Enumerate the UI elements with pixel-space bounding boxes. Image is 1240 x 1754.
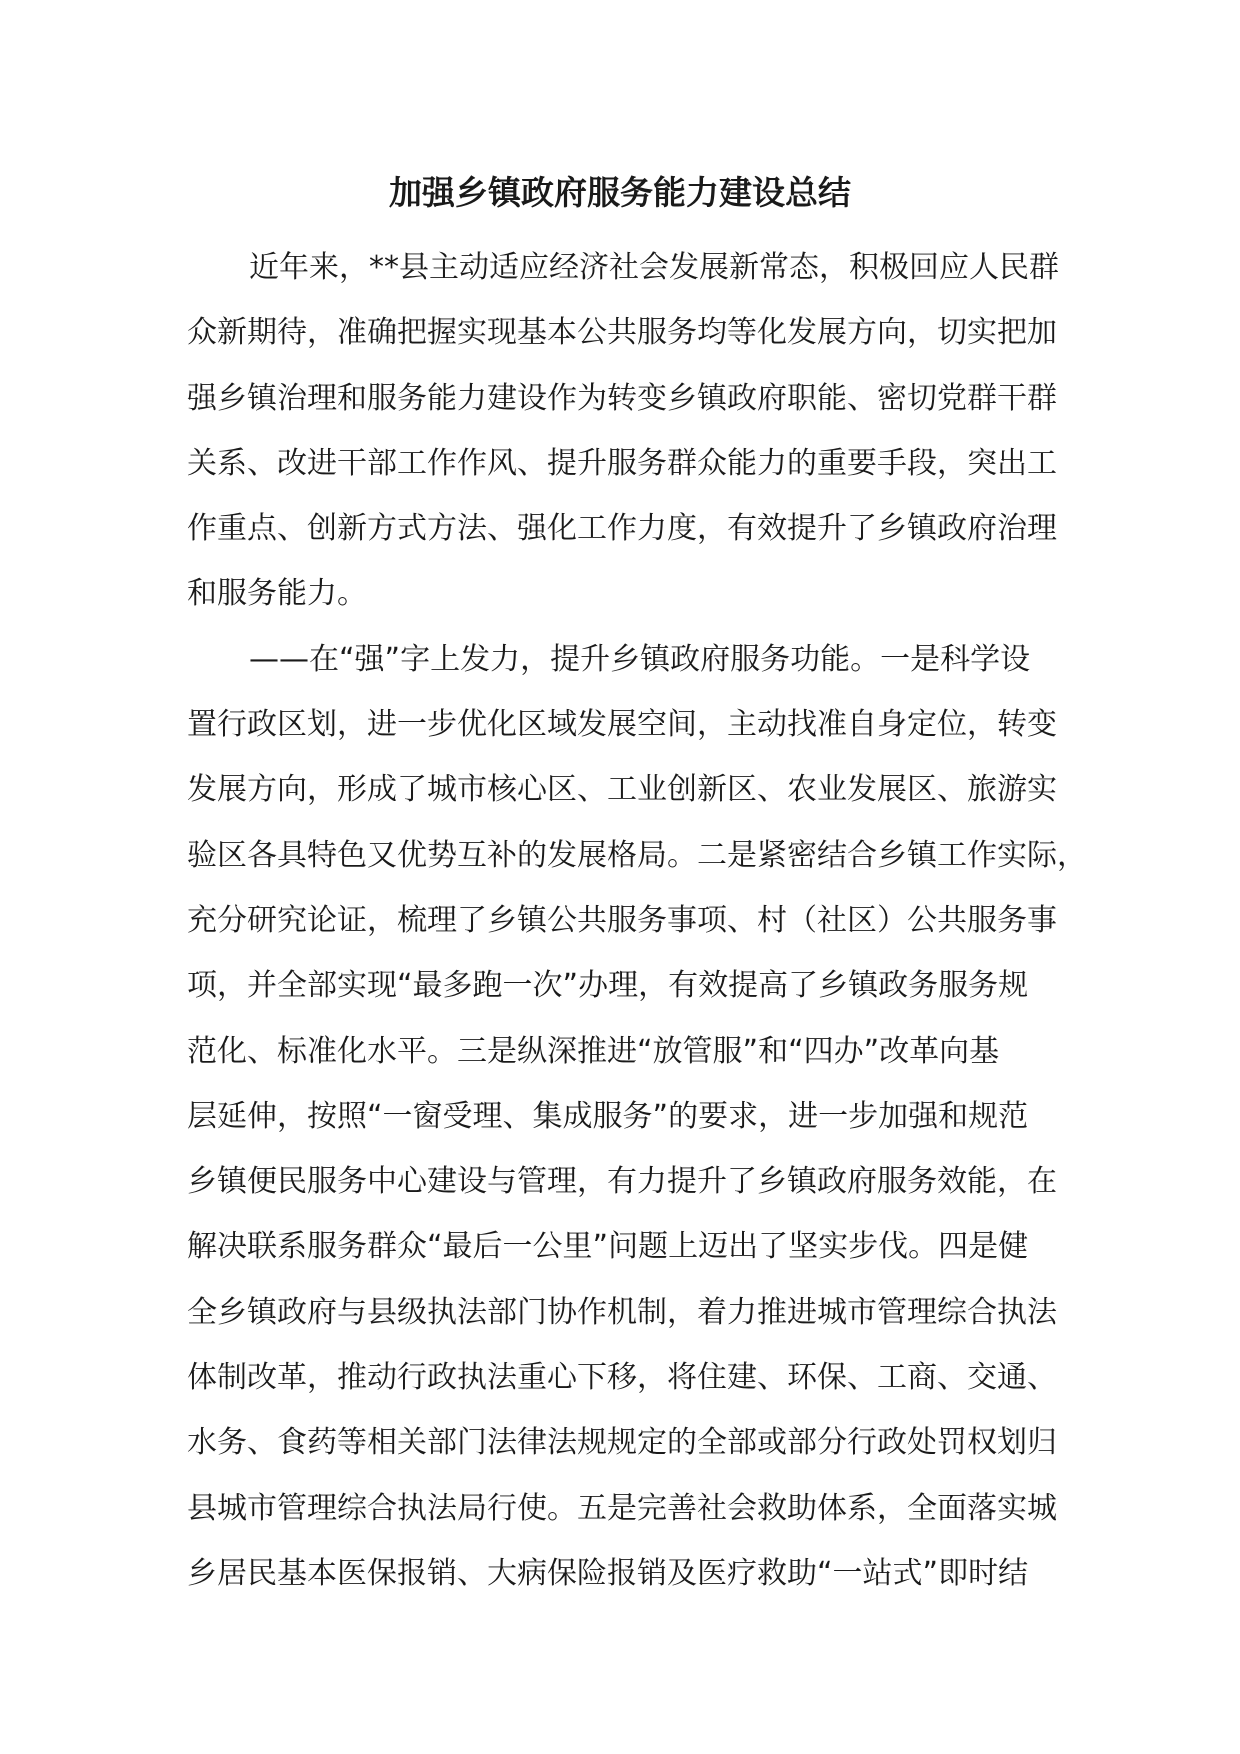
paragraph-2-line-8: 层延伸，按照“一窗受理、集成服务”的要求，进一步加强和规范 bbox=[187, 1098, 1029, 1134]
paragraph-2-line-3: 发展方向，形成了城市核心区、工业创新区、农业发展区、旅游实 bbox=[187, 772, 1057, 808]
paragraph-1-line-3: 强乡镇治理和服务能力建设作为转变乡镇政府职能、密切党群干群 bbox=[187, 380, 1057, 416]
paragraph-1-line-6: 和服务能力。 bbox=[187, 576, 367, 612]
paragraph-2-line-1: ——在“强”字上发力，提升乡镇政府服务功能。一是科学设 bbox=[249, 641, 1031, 677]
paragraph-1-line-4: 关系、改进干部工作作风、提升服务群众能力的重要手段，突出工 bbox=[187, 445, 1057, 481]
paragraph-2-line-7: 范化、标准化水平。三是纵深推进“放管服”和“四办”改革向基 bbox=[187, 1033, 1000, 1069]
paragraph-2-line-10: 解决联系服务群众“最后一公里”问题上迈出了坚实步伐。四是健 bbox=[187, 1229, 1029, 1265]
paragraph-2-line-2: 置行政区划，进一步优化区域发展空间，主动找准自身定位，转变 bbox=[187, 707, 1057, 743]
paragraph-1-line-1: 近年来，**县主动适应经济社会发展新常态，积极回应人民群 bbox=[249, 250, 1059, 285]
paragraph-2-line-4: 验区各具特色又优势互补的发展格局。二是紧密结合乡镇工作实际， bbox=[187, 837, 1087, 873]
paragraph-2-line-12: 体制改革，推动行政执法重心下移，将住建、环保、工商、交通、 bbox=[187, 1360, 1057, 1396]
paragraph-2-line-11: 全乡镇政府与县级执法部门协作机制，着力推进城市管理综合执法 bbox=[187, 1294, 1057, 1330]
paragraph-2-line-9: 乡镇便民服务中心建设与管理，有力提升了乡镇政府服务效能，在 bbox=[187, 1164, 1057, 1200]
paragraph-2-line-5: 充分研究论证，梳理了乡镇公共服务事项、村（社区）公共服务事 bbox=[187, 902, 1057, 938]
paragraph-2-line-13: 水务、食药等相关部门法律法规规定的全部或部分行政处罚权划归 bbox=[187, 1425, 1057, 1461]
paragraph-1-line-5: 作重点、创新方式方法、强化工作力度，有效提升了乡镇政府治理 bbox=[187, 511, 1057, 547]
document-title: 加强乡镇政府服务能力建设总结 bbox=[389, 173, 851, 212]
document-body bbox=[187, 235, 1087, 1606]
paragraph-2-line-15: 乡居民基本医保报销、大病保险报销及医疗救助“一站式”即时结 bbox=[187, 1555, 1029, 1591]
paragraph-1-line-2: 众新期待，准确把握实现基本公共服务均等化发展方向，切实把加 bbox=[187, 315, 1057, 351]
paragraph-2-line-14: 县城市管理综合执法局行使。五是完善社会救助体系，全面落实城 bbox=[187, 1490, 1057, 1526]
paragraph-2-line-6: 项，并全部实现“最多跑一次”办理，有效提高了乡镇政务服务规 bbox=[187, 968, 1029, 1004]
